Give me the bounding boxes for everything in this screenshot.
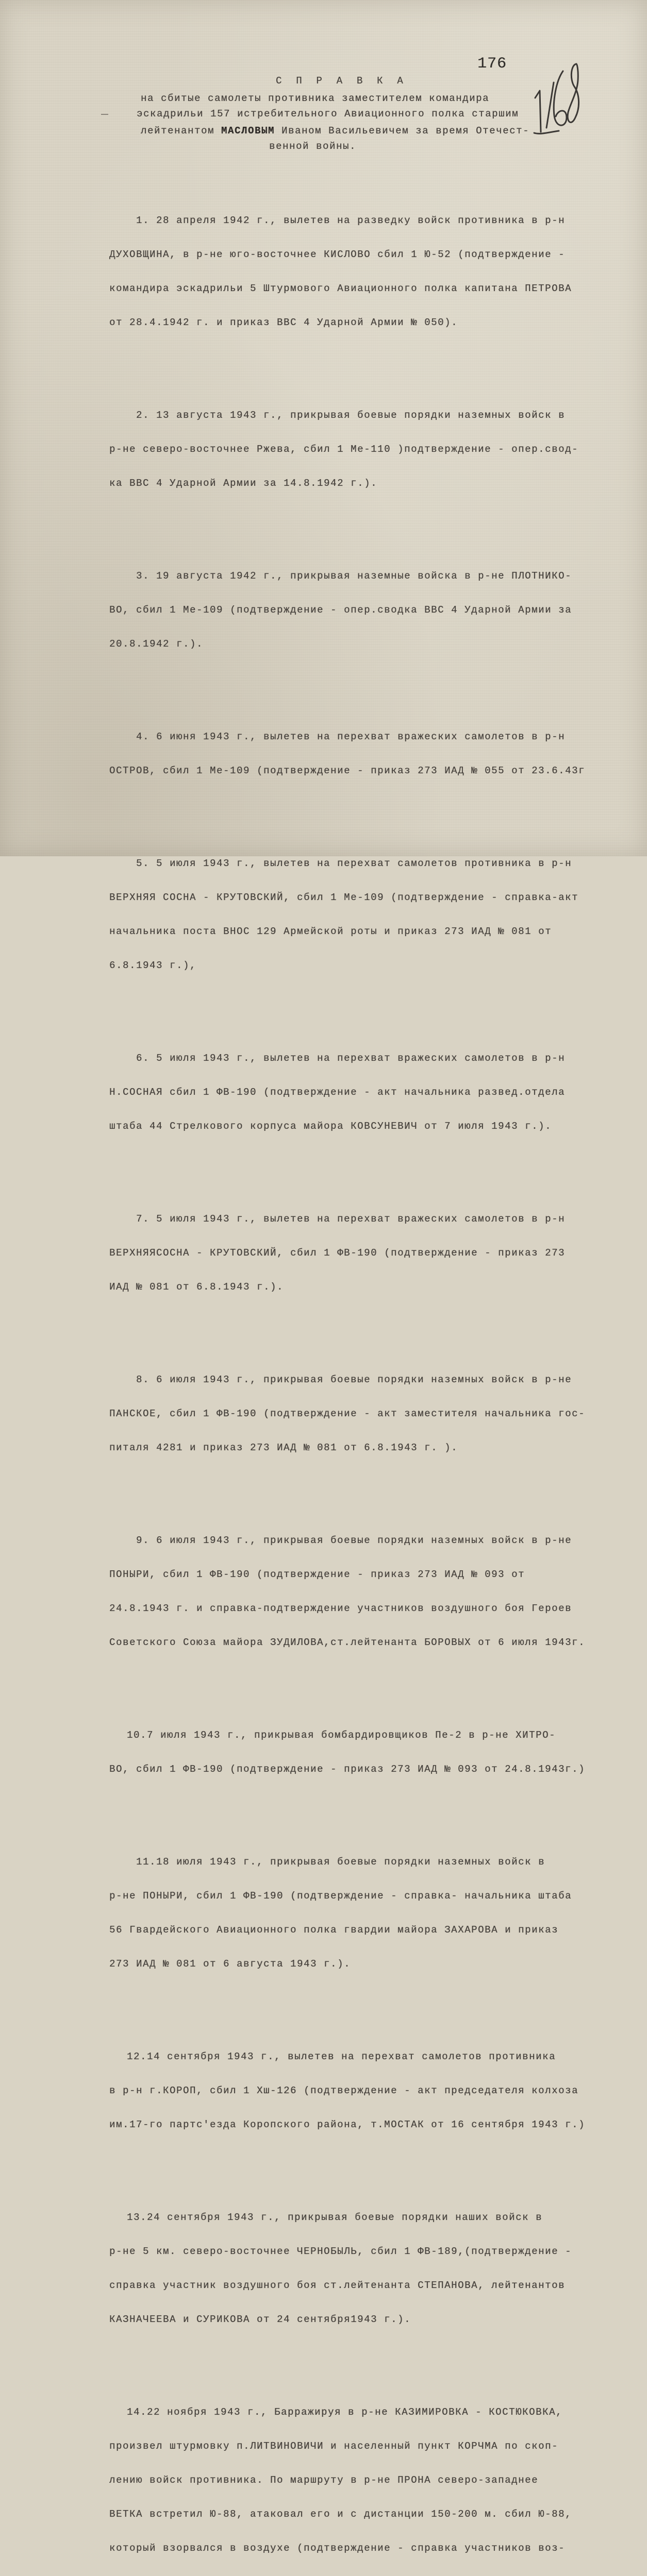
item-line: питаля 4281 и приказ 273 ИАД № 081 от 6.8.1943 г. ). xyxy=(109,1442,458,1453)
item-3 xyxy=(109,548,585,672)
item-line: ВЕТКА встретил Ю-88, атаковал его и с дистанции 150-200 м. сбил Ю-88, xyxy=(109,2509,572,2520)
item-line: Н.СОСНАЯ сбил 1 ФВ-190 (подтверждение - акт начальника развед.отдела xyxy=(109,1087,566,1098)
item-2 xyxy=(109,387,585,512)
item-line: командира эскадрильи 5 Штурмового Авиационного полка капитана ПЕТРОВА xyxy=(109,283,572,294)
item-line: 6. 5 июля 1943 г., вылетев на перехват вражеских самолетов в р-н xyxy=(136,1053,566,1064)
item-14 xyxy=(109,2384,585,2576)
item-line: 10.7 июля 1943 г., прикрывая бомбардировщиков Пе-2 в р-не ХИТРО- xyxy=(127,1730,556,1741)
handwritten-mark xyxy=(530,60,582,137)
item-10 xyxy=(109,1707,585,1798)
item-11 xyxy=(109,1834,585,1992)
item-line: им.17-го партс'езда Коропского района, т.МОСТАК от 16 сентября 1943 г.) xyxy=(109,2119,586,2130)
item-line: 7. 5 июля 1943 г., вылетев на перехват вражеских самолетов в р-н xyxy=(136,1213,566,1225)
item-line: справка участник воздушного боя ст.лейтенанта СТЕПАНОВА, лейтенантов xyxy=(109,2280,566,2291)
item-line: ОСТРОВ, сбил 1 Ме-109 (подтверждение - приказ 273 ИАД № 055 от 23.6.43г xyxy=(109,765,586,776)
item-line: 56 Гвардейского Авиационного полка гвардии майора ЗАХАРОВА и приказ xyxy=(109,1924,559,1936)
item-line: 273 ИАД № 081 от 6 августа 1943 г.). xyxy=(109,1958,351,1970)
subtitle-line xyxy=(141,125,529,137)
item-8 xyxy=(109,1351,585,1476)
item-line: 9. 6 июля 1943 г., прикрывая боевые порядки наземных войск в р-не xyxy=(136,1535,572,1546)
item-line: ВЕРХНЯЯ СОСНА - КРУТОВСКИЙ, сбил 1 Ме-109 (подтверждение - справка-акт xyxy=(109,892,579,903)
item-12 xyxy=(109,2028,585,2153)
item-line: ИАД № 081 от 6.8.1943 г.). xyxy=(109,1281,284,1293)
item-5 xyxy=(109,835,585,994)
item-line: 12.14 сентября 1943 г., вылетев на перехват самолетов противника xyxy=(127,2051,556,2062)
item-line: р-не северо-восточнее Ржева, сбил 1 Ме-110 )подтверждение - опер.свод- xyxy=(109,444,579,455)
item-4 xyxy=(109,708,585,799)
page-number: 176 xyxy=(477,55,507,73)
document-body xyxy=(109,158,585,2576)
document-title: С П Р А В К А xyxy=(276,75,407,87)
stray-dash-mark xyxy=(101,114,108,115)
item-line: р-не 5 км. северо-восточнее ЧЕРНОБЫЛЬ, сбил 1 ФВ-189,(подтверждение - xyxy=(109,2246,572,2257)
item-line: 14.22 ноября 1943 г., Барражируя в р-не КАЗИМИРОВКА - КОСТЮКОВКА, xyxy=(127,2406,563,2418)
item-line: лению войск противника. По маршруту в р-не ПРОНА северо-западнее xyxy=(109,2475,539,2486)
item-line: 11.18 июля 1943 г., прикрывая боевые порядки наземных войск в xyxy=(136,1856,545,1868)
item-line: Советского Союза майора ЗУДИЛОВА,ст.лейтенанта БОРОВЫХ от 6 июля 1943г. xyxy=(109,1637,586,1648)
item-line: от 28.4.1942 г. и приказ ВВС 4 Ударной Армии № 050). xyxy=(109,317,458,328)
item-line: ВЕРХНЯЯСОСНА - КРУТОВСКИЙ, сбил 1 ФВ-190 (подтверждение - приказ 273 xyxy=(109,1247,566,1259)
item-line: 8. 6 июля 1943 г., прикрывая боевые порядки наземных войск в р-не xyxy=(136,1374,572,1385)
item-6 xyxy=(109,1030,585,1155)
item-line: 13.24 сентября 1943 г., прикрывая боевые порядки наших войск в xyxy=(127,2212,543,2223)
item-line: в р-н г.КОРОП, сбил 1 Хш-126 (подтверждение - акт председателя колхоза xyxy=(109,2085,579,2096)
subtitle-line: эскадрильи 157 истребительного Авиационного полка старшим xyxy=(137,108,519,120)
item-line: произвел штурмовку п.ЛИТВИНОВИЧИ и населенный пункт КОРЧМА по скоп- xyxy=(109,2441,559,2452)
subtitle-line: на сбитые самолеты противника заместителем командира xyxy=(141,93,490,104)
item-line: КАЗНАЧЕЕВА и СУРИКОВА от 24 сентября1943 г.). xyxy=(109,2314,411,2325)
item-line: ка ВВС 4 Ударной Армии за 14.8.1942 г.). xyxy=(109,478,378,489)
item-9 xyxy=(109,1512,585,1671)
item-line: ВО, сбил 1 Ме-109 (подтверждение - опер.сводка ВВС 4 Ударной Армии за xyxy=(109,604,572,616)
item-7 xyxy=(109,1191,585,1315)
subtitle-line: венной войны. xyxy=(269,141,357,152)
item-line: 2. 13 августа 1943 г., прикрывая боевые порядки наземных войск в xyxy=(136,410,566,421)
item-line: начальника поста ВНОС 129 Армейской роты и приказ 273 ИАД № 081 от xyxy=(109,926,552,937)
item-line: р-не ПОНЫРИ, сбил 1 ФВ-190 (подтверждение - справка- начальника штаба xyxy=(109,1890,572,1902)
item-line: 3. 19 августа 1942 г., прикрывая наземные войска в р-не ПЛОТНИКО- xyxy=(136,570,572,582)
item-line: 20.8.1942 г.). xyxy=(109,638,204,650)
item-line: который взорвался в воздухе (подтверждение - справка участников воз- xyxy=(109,2543,566,2554)
item-line: ДУХОВЩИНА, в р-не юго-восточнее КИСЛОВО сбил 1 Ю-52 (подтверждение - xyxy=(109,249,566,260)
item-line: 4. 6 июня 1943 г., вылетев на перехват вражеских самолетов в р-н xyxy=(136,731,566,742)
item-line: ПАНСКОЕ, сбил 1 ФВ-190 (подтверждение - акт заместителя начальника гос- xyxy=(109,1408,586,1419)
subtitle-text: лейтенантом xyxy=(141,125,222,137)
item-line: 1. 28 апреля 1942 г., вылетев на разведку войск противника в р-н xyxy=(136,215,566,226)
item-line: 6.8.1943 г.), xyxy=(109,960,197,971)
subtitle-text: Иваном Васильевичем за время Отечест- xyxy=(275,125,530,137)
item-line: 24.8.1943 г. и справка-подтверждение участников воздушного боя Героев xyxy=(109,1603,572,1614)
item-13 xyxy=(109,2189,585,2348)
item-line: 5. 5 июля 1943 г., вылетев на перехват самолетов противника в р-н xyxy=(136,858,572,869)
item-line: ВО, сбил 1 ФВ-190 (подтверждение - приказ 273 ИАД № 093 от 24.8.1943г.) xyxy=(109,1764,586,1775)
item-line: ПОНЫРИ, сбил 1 ФВ-190 (подтверждение - приказ 273 ИАД № 093 от xyxy=(109,1569,525,1580)
item-line: штаба 44 Стрелкового корпуса майора КОВСУНЕВИЧ от 7 июля 1943 г.). xyxy=(109,1121,552,1132)
item-1 xyxy=(109,192,585,351)
pilot-name: МАСЛОВЫМ xyxy=(221,125,275,137)
